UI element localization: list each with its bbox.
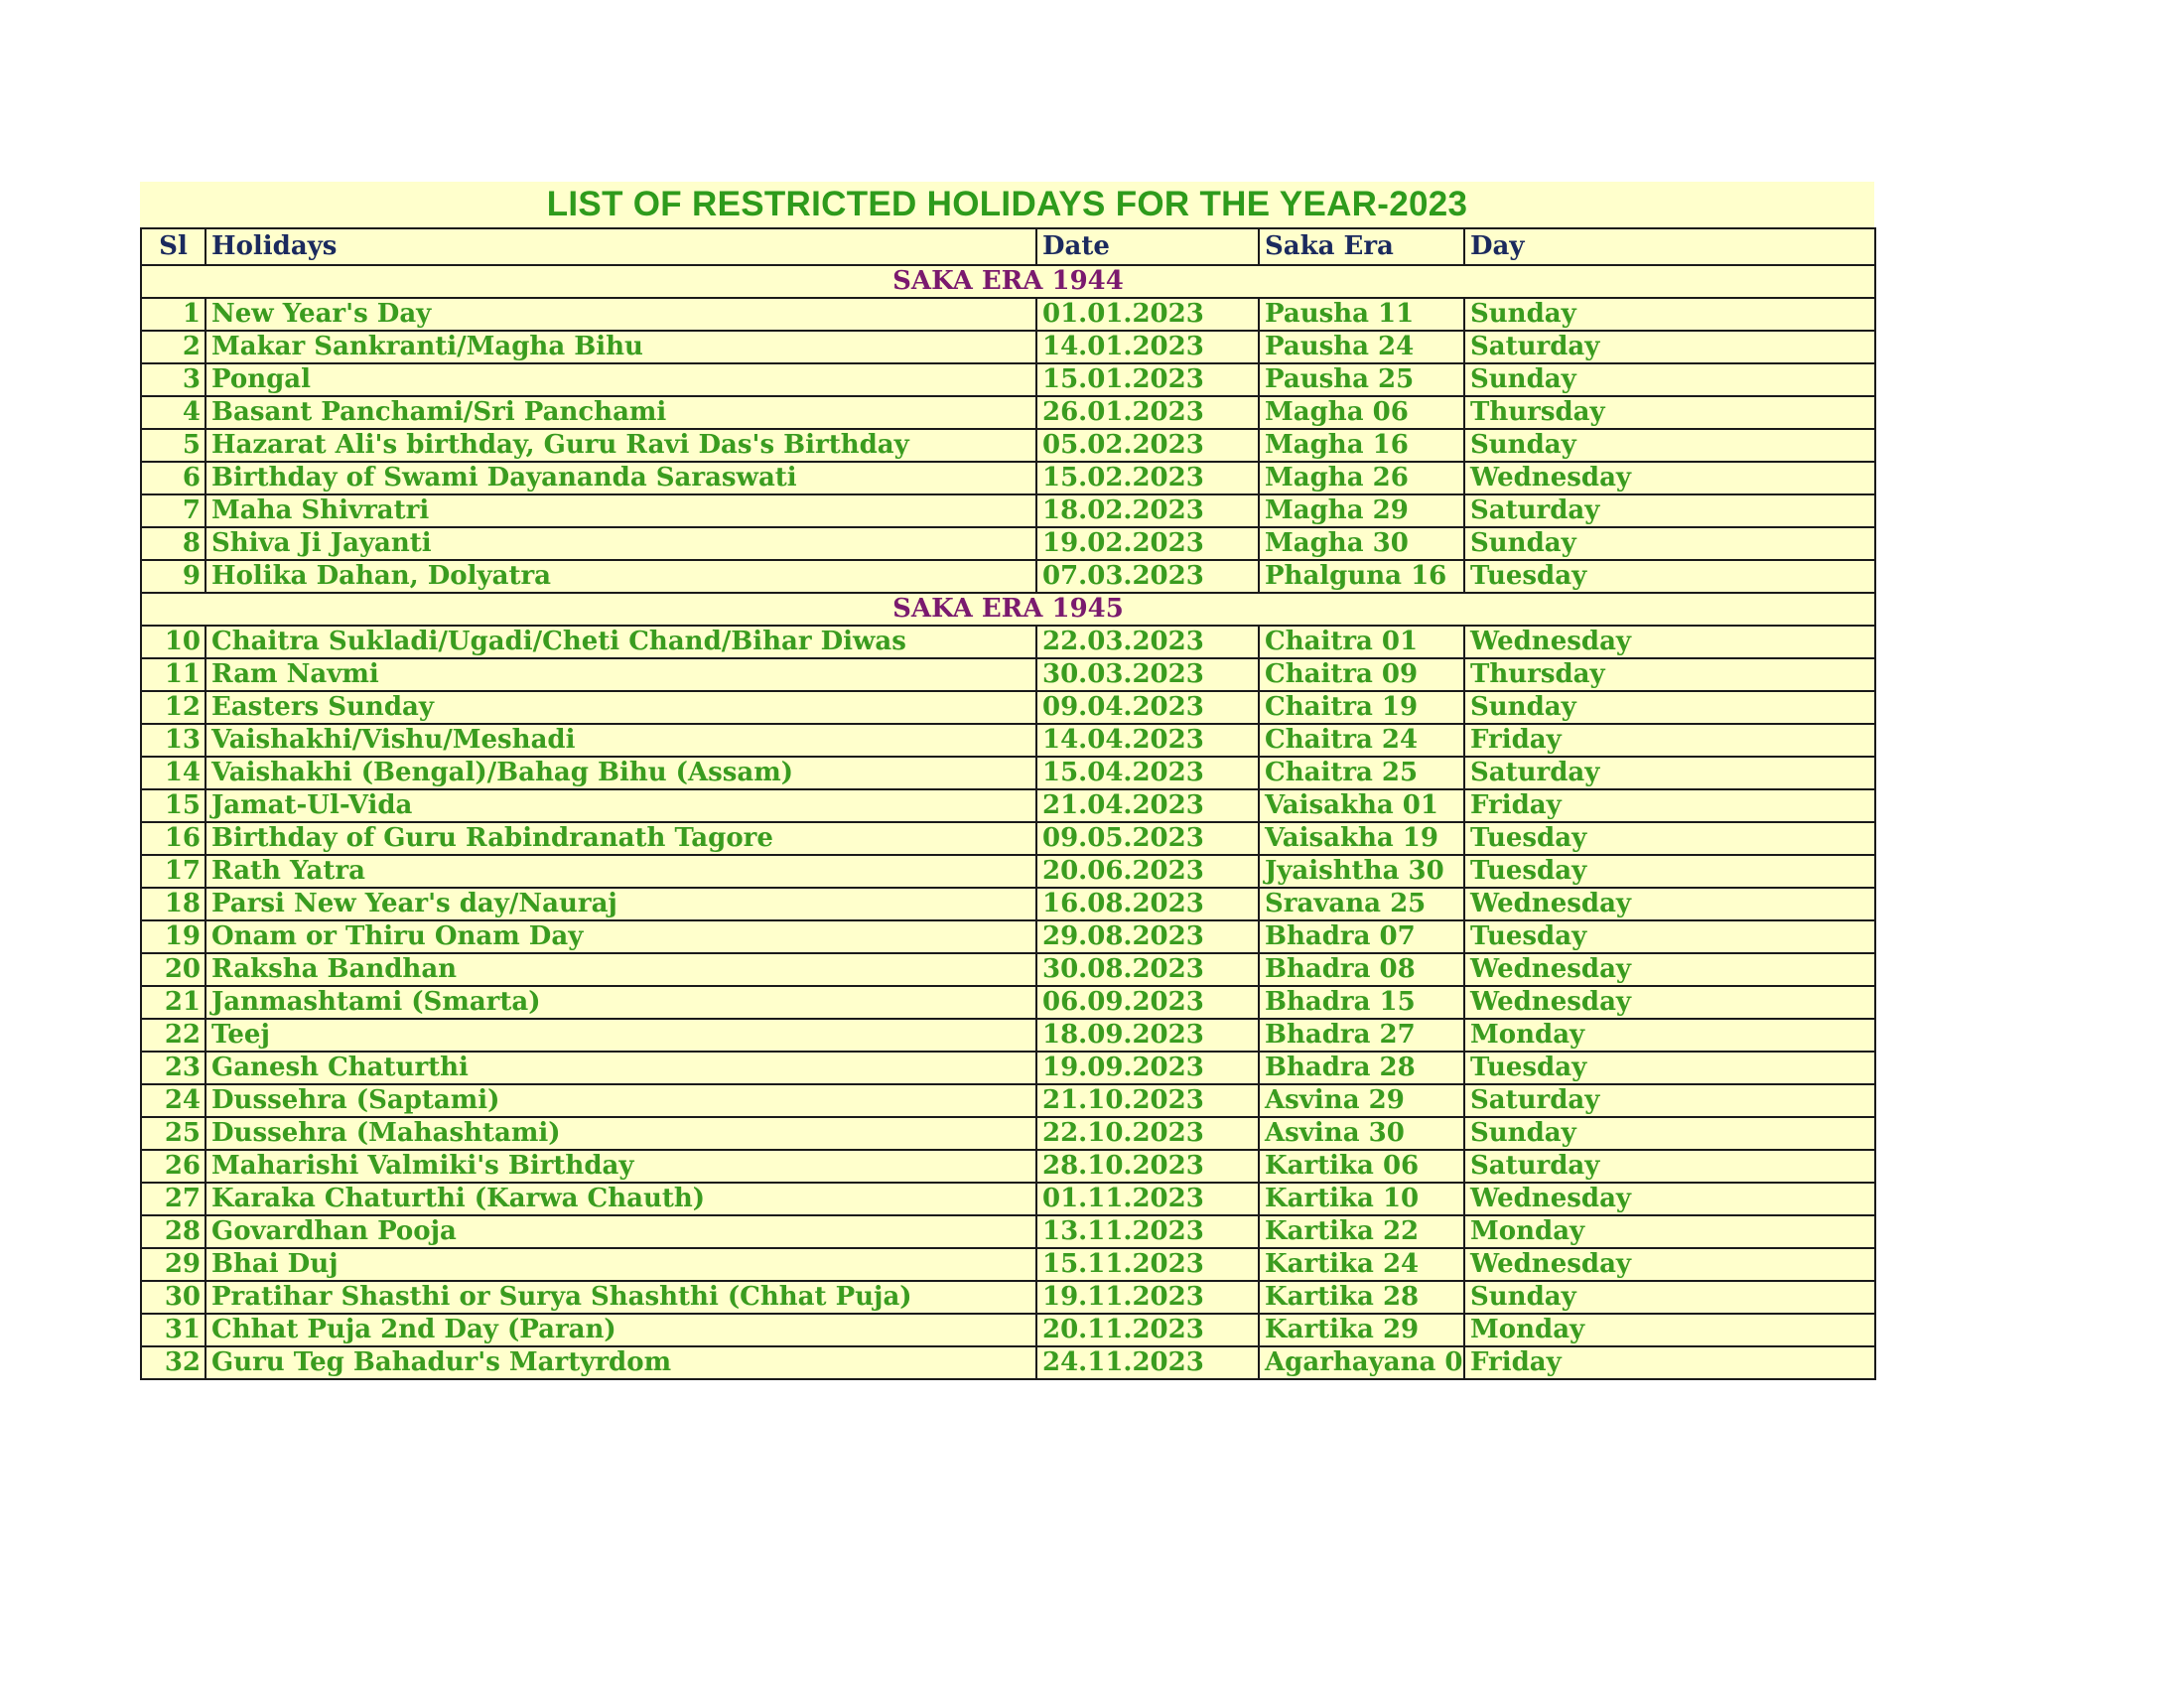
cell-day: Sunday	[1464, 527, 1875, 560]
cell-date: 05.02.2023	[1036, 429, 1259, 462]
cell-saka-era: Pausha 11	[1259, 298, 1464, 331]
cell-sl: 26	[141, 1150, 205, 1183]
cell-saka-era: Magha 26	[1259, 462, 1464, 494]
section-row	[141, 593, 1875, 626]
header-holidays: Holidays	[205, 228, 1036, 265]
table-row	[141, 953, 1875, 986]
cell-holiday: Maharishi Valmiki's Birthday	[205, 1150, 1036, 1183]
cell-date: 30.08.2023	[1036, 953, 1259, 986]
cell-holiday: Rath Yatra	[205, 855, 1036, 888]
section-label: SAKA ERA 1944	[141, 265, 1875, 298]
table-row	[141, 331, 1875, 363]
cell-holiday: Janmashtami (Smarta)	[205, 986, 1036, 1019]
cell-sl: 2	[141, 331, 205, 363]
cell-date: 20.11.2023	[1036, 1314, 1259, 1346]
table-row	[141, 986, 1875, 1019]
cell-date: 14.04.2023	[1036, 724, 1259, 757]
cell-sl: 32	[141, 1346, 205, 1379]
cell-day: Tuesday	[1464, 920, 1875, 953]
cell-saka-era: Bhadra 15	[1259, 986, 1464, 1019]
header-day: Day	[1464, 228, 1875, 265]
cell-day: Wednesday	[1464, 986, 1875, 1019]
cell-holiday: Birthday of Swami Dayananda Saraswati	[205, 462, 1036, 494]
cell-saka-era: Kartika 29	[1259, 1314, 1464, 1346]
table-row	[141, 527, 1875, 560]
cell-holiday: Teej	[205, 1019, 1036, 1052]
header-row	[141, 228, 1875, 265]
cell-day: Wednesday	[1464, 888, 1875, 920]
cell-sl: 8	[141, 527, 205, 560]
header-saka-era: Saka Era	[1259, 228, 1464, 265]
cell-date: 15.11.2023	[1036, 1248, 1259, 1281]
cell-day: Saturday	[1464, 494, 1875, 527]
cell-holiday: Jamat-Ul-Vida	[205, 789, 1036, 822]
cell-sl: 15	[141, 789, 205, 822]
cell-date: 07.03.2023	[1036, 560, 1259, 593]
table-row	[141, 494, 1875, 527]
cell-date: 09.05.2023	[1036, 822, 1259, 855]
cell-saka-era: Bhadra 08	[1259, 953, 1464, 986]
table-row	[141, 298, 1875, 331]
cell-sl: 13	[141, 724, 205, 757]
cell-date: 01.01.2023	[1036, 298, 1259, 331]
cell-holiday: Basant Panchami/Sri Panchami	[205, 396, 1036, 429]
cell-saka-era: Kartika 10	[1259, 1183, 1464, 1215]
cell-saka-era: Vaisakha 19	[1259, 822, 1464, 855]
cell-day: Sunday	[1464, 1117, 1875, 1150]
table-row	[141, 658, 1875, 691]
table-row	[141, 462, 1875, 494]
cell-date: 26.01.2023	[1036, 396, 1259, 429]
cell-saka-era: Vaisakha 01	[1259, 789, 1464, 822]
cell-holiday: Hazarat Ali's birthday, Guru Ravi Das's Birthday	[205, 429, 1036, 462]
cell-sl: 25	[141, 1117, 205, 1150]
cell-saka-era: Bhadra 07	[1259, 920, 1464, 953]
cell-saka-era: Chaitra 19	[1259, 691, 1464, 724]
cell-saka-era: Asvina 29	[1259, 1084, 1464, 1117]
cell-sl: 28	[141, 1215, 205, 1248]
cell-holiday: Vaishakhi (Bengal)/Bahag Bihu (Assam)	[205, 757, 1036, 789]
cell-sl: 16	[141, 822, 205, 855]
table-row	[141, 1117, 1875, 1150]
table-row	[141, 789, 1875, 822]
cell-saka-era: Agarhayana 0	[1259, 1346, 1464, 1379]
cell-holiday: Birthday of Guru Rabindranath Tagore	[205, 822, 1036, 855]
cell-date: 18.09.2023	[1036, 1019, 1259, 1052]
cell-saka-era: Magha 16	[1259, 429, 1464, 462]
cell-day: Saturday	[1464, 331, 1875, 363]
cell-day: Monday	[1464, 1314, 1875, 1346]
cell-sl: 12	[141, 691, 205, 724]
cell-day: Friday	[1464, 724, 1875, 757]
cell-date: 21.04.2023	[1036, 789, 1259, 822]
cell-day: Friday	[1464, 1346, 1875, 1379]
cell-holiday: Govardhan Pooja	[205, 1215, 1036, 1248]
cell-sl: 9	[141, 560, 205, 593]
cell-holiday: Karaka Chaturthi (Karwa Chauth)	[205, 1183, 1036, 1215]
cell-day: Tuesday	[1464, 822, 1875, 855]
cell-saka-era: Magha 06	[1259, 396, 1464, 429]
cell-sl: 7	[141, 494, 205, 527]
cell-sl: 23	[141, 1052, 205, 1084]
table-row	[141, 691, 1875, 724]
cell-day: Saturday	[1464, 1084, 1875, 1117]
cell-date: 29.08.2023	[1036, 920, 1259, 953]
cell-day: Tuesday	[1464, 560, 1875, 593]
cell-day: Thursday	[1464, 396, 1875, 429]
cell-holiday: Guru Teg Bahadur's Martyrdom	[205, 1346, 1036, 1379]
cell-holiday: Easters Sunday	[205, 691, 1036, 724]
cell-sl: 19	[141, 920, 205, 953]
cell-sl: 10	[141, 626, 205, 658]
cell-holiday: Shiva Ji Jayanti	[205, 527, 1036, 560]
table-row	[141, 855, 1875, 888]
cell-holiday: Onam or Thiru Onam Day	[205, 920, 1036, 953]
cell-day: Sunday	[1464, 429, 1875, 462]
cell-date: 19.02.2023	[1036, 527, 1259, 560]
cell-holiday: Parsi New Year's day/Nauraj	[205, 888, 1036, 920]
cell-date: 28.10.2023	[1036, 1150, 1259, 1183]
cell-day: Friday	[1464, 789, 1875, 822]
cell-day: Saturday	[1464, 1150, 1875, 1183]
cell-saka-era: Kartika 28	[1259, 1281, 1464, 1314]
cell-date: 19.09.2023	[1036, 1052, 1259, 1084]
cell-day: Sunday	[1464, 1281, 1875, 1314]
table-row	[141, 1019, 1875, 1052]
cell-date: 22.10.2023	[1036, 1117, 1259, 1150]
cell-sl: 30	[141, 1281, 205, 1314]
cell-date: 09.04.2023	[1036, 691, 1259, 724]
cell-holiday: Dussehra (Saptami)	[205, 1084, 1036, 1117]
cell-sl: 21	[141, 986, 205, 1019]
cell-date: 20.06.2023	[1036, 855, 1259, 888]
cell-saka-era: Pausha 25	[1259, 363, 1464, 396]
cell-holiday: Ram Navmi	[205, 658, 1036, 691]
cell-date: 16.08.2023	[1036, 888, 1259, 920]
cell-saka-era: Magha 29	[1259, 494, 1464, 527]
table-row	[141, 363, 1875, 396]
cell-holiday: Maha Shivratri	[205, 494, 1036, 527]
cell-saka-era: Jyaishtha 30	[1259, 855, 1464, 888]
cell-holiday: New Year's Day	[205, 298, 1036, 331]
cell-sl: 22	[141, 1019, 205, 1052]
cell-day: Wednesday	[1464, 1248, 1875, 1281]
cell-saka-era: Sravana 25	[1259, 888, 1464, 920]
cell-saka-era: Chaitra 01	[1259, 626, 1464, 658]
holiday-sheet	[140, 182, 1874, 1380]
cell-date: 21.10.2023	[1036, 1084, 1259, 1117]
cell-sl: 11	[141, 658, 205, 691]
cell-saka-era: Bhadra 28	[1259, 1052, 1464, 1084]
table-row	[141, 1314, 1875, 1346]
cell-date: 15.02.2023	[1036, 462, 1259, 494]
cell-date: 15.04.2023	[1036, 757, 1259, 789]
table-row	[141, 396, 1875, 429]
cell-sl: 5	[141, 429, 205, 462]
cell-sl: 20	[141, 953, 205, 986]
cell-date: 22.03.2023	[1036, 626, 1259, 658]
cell-saka-era: Pausha 24	[1259, 331, 1464, 363]
cell-holiday: Pongal	[205, 363, 1036, 396]
cell-holiday: Makar Sankranti/Magha Bihu	[205, 331, 1036, 363]
cell-day: Sunday	[1464, 298, 1875, 331]
holiday-table	[140, 227, 1876, 1380]
cell-sl: 18	[141, 888, 205, 920]
cell-date: 24.11.2023	[1036, 1346, 1259, 1379]
cell-holiday: Chhat Puja 2nd Day (Paran)	[205, 1314, 1036, 1346]
table-row	[141, 1215, 1875, 1248]
table-row	[141, 626, 1875, 658]
table-row	[141, 1346, 1875, 1379]
cell-date: 18.02.2023	[1036, 494, 1259, 527]
cell-holiday: Chaitra Sukladi/Ugadi/Cheti Chand/Bihar Diwas	[205, 626, 1036, 658]
cell-sl: 6	[141, 462, 205, 494]
cell-saka-era: Chaitra 09	[1259, 658, 1464, 691]
cell-sl: 29	[141, 1248, 205, 1281]
section-label: SAKA ERA 1945	[141, 593, 1875, 626]
cell-holiday: Bhai Duj	[205, 1248, 1036, 1281]
cell-day: Wednesday	[1464, 462, 1875, 494]
cell-date: 01.11.2023	[1036, 1183, 1259, 1215]
cell-date: 19.11.2023	[1036, 1281, 1259, 1314]
cell-day: Wednesday	[1464, 1183, 1875, 1215]
cell-day: Tuesday	[1464, 855, 1875, 888]
cell-holiday: Holika Dahan, Dolyatra	[205, 560, 1036, 593]
header-sl: Sl	[141, 228, 205, 265]
table-row	[141, 757, 1875, 789]
table-row	[141, 1150, 1875, 1183]
table-row	[141, 920, 1875, 953]
cell-date: 30.03.2023	[1036, 658, 1259, 691]
cell-holiday: Dussehra (Mahashtami)	[205, 1117, 1036, 1150]
cell-day: Tuesday	[1464, 1052, 1875, 1084]
table-row	[141, 1248, 1875, 1281]
cell-sl: 17	[141, 855, 205, 888]
cell-day: Thursday	[1464, 658, 1875, 691]
table-row	[141, 724, 1875, 757]
cell-saka-era: Phalguna 16	[1259, 560, 1464, 593]
cell-day: Wednesday	[1464, 626, 1875, 658]
cell-date: 13.11.2023	[1036, 1215, 1259, 1248]
cell-day: Wednesday	[1464, 953, 1875, 986]
cell-saka-era: Asvina 30	[1259, 1117, 1464, 1150]
cell-sl: 24	[141, 1084, 205, 1117]
cell-sl: 4	[141, 396, 205, 429]
table-row	[141, 1281, 1875, 1314]
table-row	[141, 560, 1875, 593]
cell-day: Sunday	[1464, 691, 1875, 724]
cell-day: Monday	[1464, 1019, 1875, 1052]
cell-holiday: Raksha Bandhan	[205, 953, 1036, 986]
table-row	[141, 1084, 1875, 1117]
cell-saka-era: Chaitra 24	[1259, 724, 1464, 757]
table-row	[141, 1183, 1875, 1215]
cell-saka-era: Magha 30	[1259, 527, 1464, 560]
cell-date: 14.01.2023	[1036, 331, 1259, 363]
cell-saka-era: Kartika 22	[1259, 1215, 1464, 1248]
cell-sl: 31	[141, 1314, 205, 1346]
cell-date: 06.09.2023	[1036, 986, 1259, 1019]
table-row	[141, 429, 1875, 462]
cell-sl: 3	[141, 363, 205, 396]
cell-date: 15.01.2023	[1036, 363, 1259, 396]
cell-saka-era: Kartika 06	[1259, 1150, 1464, 1183]
cell-holiday: Pratihar Shasthi or Surya Shashthi (Chhat Puja)	[205, 1281, 1036, 1314]
cell-saka-era: Bhadra 27	[1259, 1019, 1464, 1052]
holiday-table-body	[141, 265, 1875, 1379]
table-row	[141, 888, 1875, 920]
table-row	[141, 1052, 1875, 1084]
cell-day: Sunday	[1464, 363, 1875, 396]
cell-saka-era: Chaitra 25	[1259, 757, 1464, 789]
page-title: LIST OF RESTRICTED HOLIDAYS FOR THE YEAR-2023	[546, 185, 1468, 223]
section-row	[141, 265, 1875, 298]
cell-holiday: Ganesh Chaturthi	[205, 1052, 1036, 1084]
header-date: Date	[1036, 228, 1259, 265]
table-row	[141, 822, 1875, 855]
cell-holiday: Vaishakhi/Vishu/Meshadi	[205, 724, 1036, 757]
cell-day: Monday	[1464, 1215, 1875, 1248]
cell-sl: 1	[141, 298, 205, 331]
cell-saka-era: Kartika 24	[1259, 1248, 1464, 1281]
cell-day: Saturday	[1464, 757, 1875, 789]
cell-sl: 14	[141, 757, 205, 789]
cell-sl: 27	[141, 1183, 205, 1215]
